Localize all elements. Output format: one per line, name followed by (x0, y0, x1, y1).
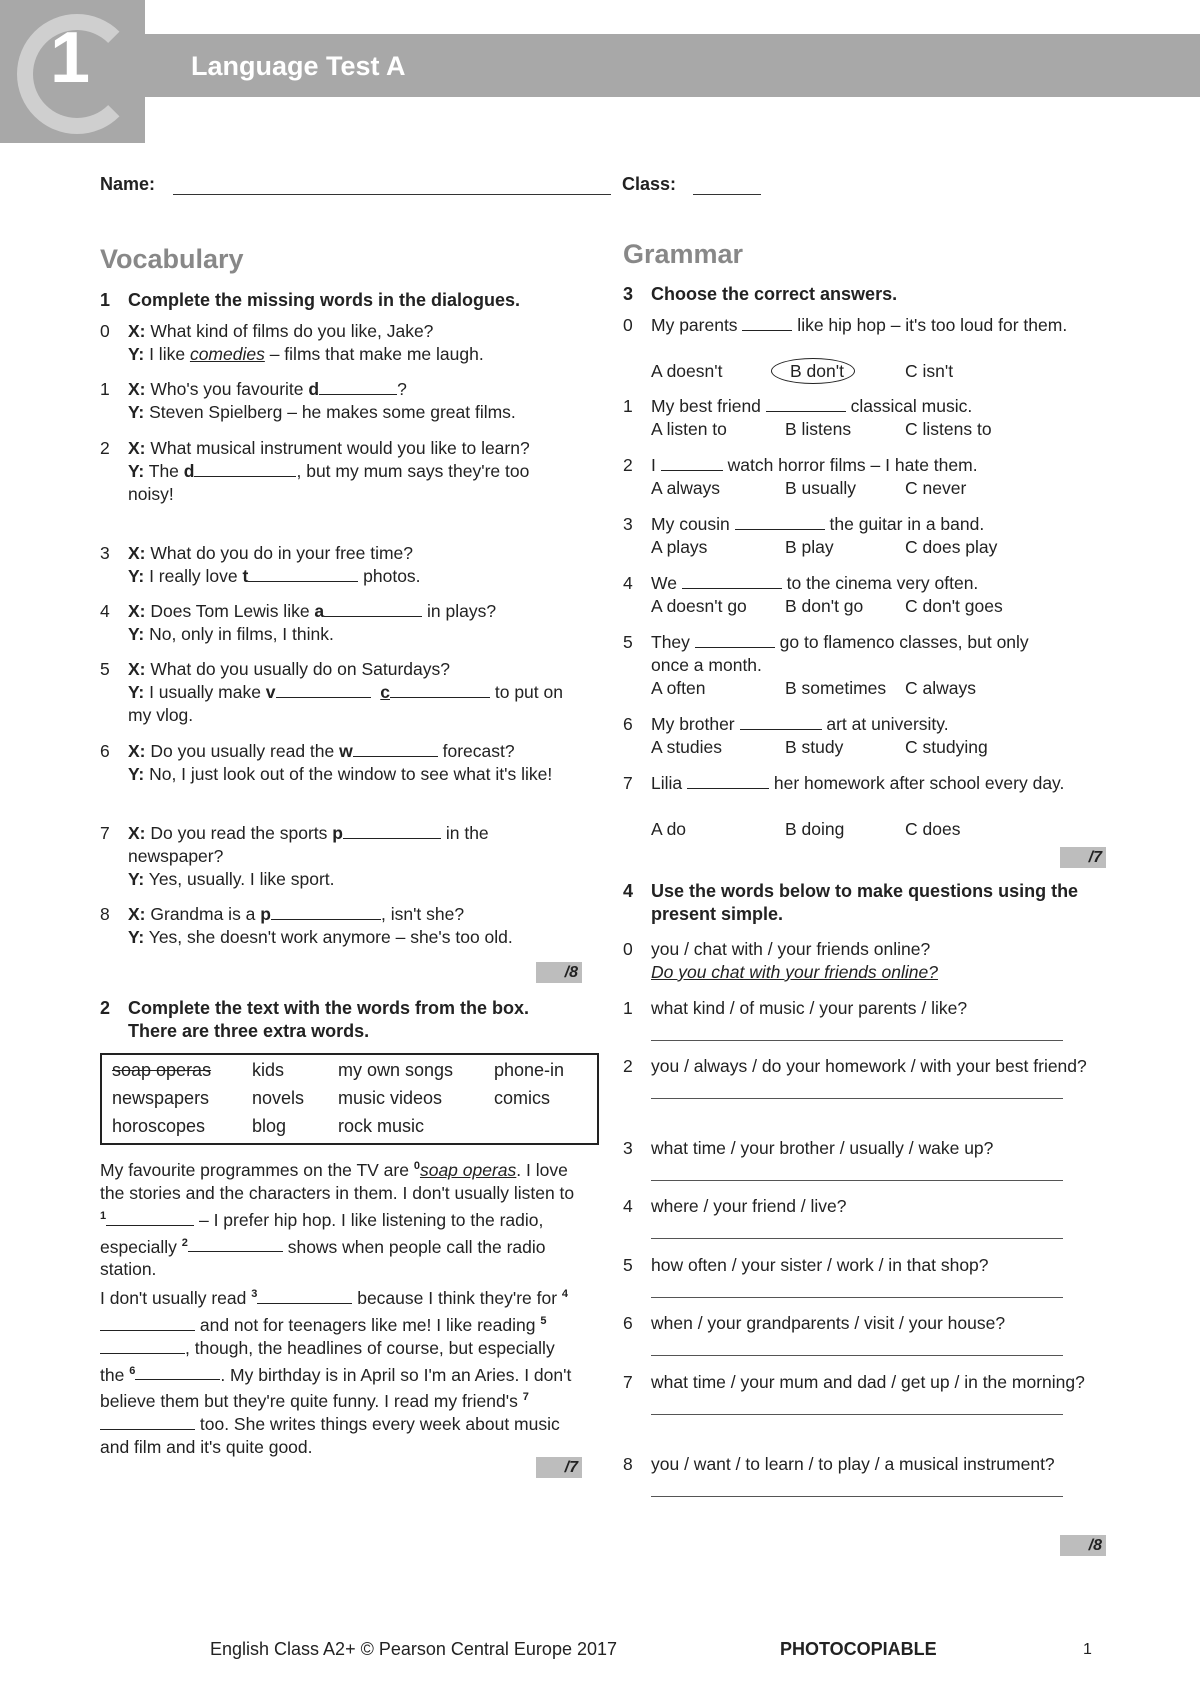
dialogue-x-start: Do you read the sports (150, 823, 333, 843)
task1-score-box: /8 (536, 962, 582, 983)
option-c[interactable]: C always (905, 678, 976, 698)
dialogue-x: What do you do in your free time? (150, 543, 414, 563)
item-number: 1 (623, 396, 633, 416)
option-a[interactable]: A doesn't (651, 361, 723, 381)
task-text: Complete the missing words in the dialogues. (128, 290, 521, 310)
sentence-end: go to flamenco classes, but only once a month. (651, 632, 1029, 675)
task-text: Complete the text with the words from the box. There are three extra words. (128, 998, 530, 1041)
answer-blank[interactable] (661, 454, 723, 471)
word-box (100, 1053, 599, 1145)
example-prompt: you / chat with / your friends online? (651, 939, 931, 959)
example-answer: Do you chat with your friends online? (651, 962, 938, 982)
answer-blank[interactable] (740, 713, 822, 730)
option-a[interactable]: A doesn't go (651, 596, 747, 616)
question-item-2 (623, 1055, 1103, 1124)
item-number: 4 (100, 601, 110, 621)
sentence-end: like hip hop – it's too loud for them. (792, 315, 1068, 335)
para-text: shows when people call the radio station. (100, 1236, 546, 1280)
question-prompt: you / always / do your homework / with your best friend? (651, 1056, 1087, 1076)
grammar-item-5 (623, 631, 1103, 700)
answer-line[interactable] (651, 1238, 1063, 1239)
dialogue-y: Steven Spielberg – he makes some great films. (149, 402, 516, 422)
dialogue-y: Yes, she doesn't work anymore – she's too old. (148, 927, 513, 947)
option-c[interactable]: C listens to (905, 419, 992, 439)
answer-blank[interactable] (742, 314, 792, 331)
option-a[interactable]: A do (651, 819, 687, 839)
sentence-start: My best friend (651, 396, 766, 416)
name-field[interactable] (173, 194, 611, 195)
first-letter-hint: d (308, 379, 320, 399)
example-answer: comedies (189, 344, 265, 364)
question-example (623, 938, 1103, 984)
task2-score-box: /7 (536, 1457, 582, 1478)
question-item-3 (623, 1137, 1103, 1183)
grammar-item-6 (623, 713, 1103, 759)
vocab-item-7: 7 X: Do you read the sports p in the newspaper? Y: Yes, usually. I like sport. (100, 823, 489, 889)
option-c[interactable]: C isn't (905, 361, 954, 381)
item-number: 8 (623, 1454, 633, 1474)
grammar-item-4 (623, 572, 1103, 618)
option-c[interactable]: C never (905, 478, 967, 498)
sentence-start: Lilia (651, 773, 687, 793)
option-c[interactable]: C does play (905, 537, 998, 557)
task-text: Choose the correct answers. (651, 284, 898, 304)
item-number: 5 (100, 659, 110, 679)
text-paragraph-1: My favourite programmes on the TV are $^0$soap operas. I love the stories and the characters in them. I don't usually listen to $^1$ – I prefer hip hop. I like listening to the radio, especially $^2$ shows when people call the radio station. (100, 1159, 575, 1280)
grammar-item-0 (623, 314, 1103, 383)
dialogue-x: What kind of films do you like, Jake? (150, 321, 434, 341)
question-item-8 (623, 1453, 1103, 1522)
word-box-item: novels (252, 1088, 305, 1108)
gap-5[interactable] (100, 1337, 185, 1354)
sentence-end: classical music. (845, 396, 973, 416)
dialogue-x-end: in plays? (422, 601, 497, 621)
sentence-end: her homework after school every day. (769, 773, 1065, 793)
first-letter-hint: p (332, 823, 343, 843)
answer-blank[interactable] (319, 378, 397, 395)
footer-photocopiable: PHOTOCOPIABLE (780, 1639, 937, 1659)
option-a[interactable]: A studies (651, 737, 723, 757)
answer-blank[interactable] (735, 513, 825, 530)
word-box-item: phone-in (494, 1060, 565, 1080)
second-letter-hint: c (380, 682, 390, 702)
word-box-item: horoscopes (112, 1116, 206, 1136)
item-number: 8 (100, 904, 110, 924)
first-letter-hint: t (242, 566, 249, 586)
answer-line[interactable] (651, 1355, 1063, 1356)
dialogue-y-start: I usually make (149, 682, 266, 702)
question-item-1 (623, 997, 1103, 1043)
dialogue-x-start: Does Tom Lewis like (150, 601, 315, 621)
option-a[interactable]: A listen to (651, 419, 727, 439)
question-prompt: what time / your mum and dad / get up / in the morning? (651, 1372, 1085, 1392)
sentence-end: the guitar in a band. (824, 514, 985, 534)
first-letter-hint: p (260, 904, 271, 924)
sentence-start: We (651, 573, 682, 593)
gap-3[interactable] (257, 1287, 352, 1304)
word-box-item: blog (252, 1116, 287, 1136)
grammar-item-3 (623, 513, 1103, 559)
first-letter-hint: w (339, 741, 353, 761)
dialogue-y: Yes, usually. I like sport. (148, 869, 335, 889)
para-text: – I prefer hip hop. I like listening to the radio, especially (100, 1209, 544, 1257)
answer-blank[interactable] (248, 565, 358, 582)
answer-blank[interactable] (682, 572, 782, 589)
dialogue-x-start: Grandma is a (150, 904, 261, 924)
task1-instruction (100, 289, 600, 312)
item-number: 1 (100, 379, 110, 399)
question-item-6 (623, 1312, 1103, 1358)
dialogue-y-end: to put on my vlog. (128, 682, 563, 725)
answer-blank[interactable] (194, 460, 296, 477)
para-text: . My birthday is in April so I'm an Aries. I don't believe them but they're quite funny. I read my friend's (100, 1364, 572, 1412)
answer-blank[interactable] (343, 822, 441, 839)
sentence-end: to the cinema very often. (781, 573, 979, 593)
dialogue-x-end: forecast? (437, 741, 515, 761)
answer-blank[interactable] (271, 903, 381, 920)
sentence-start: My cousin (651, 514, 735, 534)
option-b[interactable]: B sometimes (785, 678, 887, 698)
grammar-heading: Grammar (623, 239, 744, 269)
dialogue-x-start: Do you usually read the (150, 741, 340, 761)
vocab-item-3: 3 X: What do you do in your free time? Y: I really love t photos. (100, 543, 421, 586)
question-prompt: where / your friend / live? (651, 1196, 847, 1216)
answer-line[interactable] (651, 1496, 1063, 1497)
task3-instruction (623, 283, 1103, 306)
para-text: . I love the stories and the characters in them. I don't usually listen to (100, 1159, 575, 1203)
dialogue-x-end: ? (397, 379, 407, 399)
item-number: 0 (100, 321, 110, 341)
item-number: 3 (100, 543, 110, 563)
option-c[interactable]: C studying (905, 737, 988, 757)
first-letter-hint: v (265, 682, 276, 702)
grammar-item-2 (623, 454, 1103, 500)
answer-blank[interactable] (687, 772, 769, 789)
dialogue-y-end: photos. (358, 566, 421, 586)
item-number: 4 (623, 1196, 633, 1216)
task-text: Use the words below to make questions using the present simple. (651, 881, 1079, 924)
gap-4[interactable] (100, 1314, 195, 1331)
vocab-item-2: 2 X: What musical instrument would you like to learn? Y: The d , but my mum says they're too noisy! (100, 438, 530, 504)
answer-line[interactable] (651, 1414, 1063, 1415)
dialogue-y: No, only in films, I think. (149, 624, 334, 644)
answer-blank[interactable] (353, 740, 438, 757)
answer-line[interactable] (651, 1297, 1063, 1298)
word-box-item: soap operas (112, 1060, 212, 1080)
dialogue-y-start: The (148, 461, 184, 481)
sentence-end: watch horror films – I hate them. (722, 455, 978, 475)
item-number: 6 (623, 1313, 633, 1333)
word-box-item: comics (494, 1088, 551, 1108)
item-number: 7 (100, 823, 110, 843)
option-c[interactable]: C don't goes (905, 596, 1003, 616)
para-text: and not for teenagers like me! I like reading (195, 1314, 541, 1335)
task4-score-box: /8 (1060, 1535, 1106, 1556)
example-answer: soap operas (419, 1159, 517, 1180)
answer-blank[interactable] (766, 395, 846, 412)
option-b[interactable]: B play (785, 537, 834, 557)
question-prompt: what time / your brother / usually / wake up? (651, 1138, 994, 1158)
item-number: 2 (100, 438, 110, 458)
dialogue-x-end: in the newspaper? (128, 823, 489, 866)
item-number: 4 (623, 573, 633, 593)
item-number: 2 (623, 455, 633, 475)
sentence-start: My parents (651, 315, 743, 335)
item-number: 6 (100, 741, 110, 761)
word-box-item: rock music (338, 1116, 425, 1136)
question-item-7 (623, 1371, 1103, 1440)
grammar-item-1 (623, 395, 1103, 441)
item-number: 3 (623, 514, 633, 534)
answer-blank-2[interactable] (390, 681, 490, 698)
item-number: 5 (623, 1255, 633, 1275)
item-number: 0 (623, 939, 633, 959)
first-letter-hint: d (183, 461, 195, 481)
item-number: 1 (623, 998, 633, 1018)
question-prompt: you / want / to learn / to play / a musical instrument? (651, 1454, 1055, 1474)
task-number: 1 (100, 290, 111, 310)
dialogue-x: What do you usually do on Saturdays? (150, 659, 451, 679)
option-b[interactable]: B don't go (785, 596, 864, 616)
footer-copyright: English Class A2+ © Pearson Central Europe 2017 (210, 1639, 618, 1659)
option-b-circled[interactable]: B don't (771, 358, 855, 384)
dialogue-x-start: Who's you favourite (150, 379, 309, 399)
unit-number: 1 (49, 18, 91, 98)
item-number: 6 (623, 714, 633, 734)
item-number: 0 (623, 315, 633, 335)
vocab-item-8: 8 X: Grandma is a p , isn't she? Y: Yes, she doesn't work anymore – she's too old. (100, 904, 513, 947)
title-bar (145, 34, 1200, 97)
class-field[interactable] (693, 194, 761, 195)
name-label: Name: (100, 174, 156, 194)
para-text: too. She writes things every week about music and film and it's quite good. (100, 1414, 560, 1458)
answer-blank[interactable] (276, 681, 371, 698)
answer-blank[interactable] (695, 631, 775, 648)
gap-7[interactable] (100, 1413, 195, 1430)
word-box-item: music videos (338, 1088, 443, 1108)
para-text: I don't usually read (100, 1287, 252, 1308)
question-item-4 (623, 1195, 1103, 1241)
option-c[interactable]: C does (905, 819, 961, 839)
page-number: 1 (1083, 1641, 1092, 1658)
sentence-end: art at university. (821, 714, 949, 734)
vocab-item-4: 4 X: Does Tom Lewis like a in plays? Y: No, only in films, I think. (100, 601, 497, 644)
task4-instruction (623, 880, 1103, 926)
gap-2[interactable] (188, 1235, 283, 1252)
item-number: 5 (623, 632, 633, 652)
dialogue-x-end: , isn't she? (380, 904, 465, 924)
question-prompt: how often / your sister / work / in that shop? (651, 1255, 989, 1275)
answer-line[interactable] (651, 1098, 1063, 1099)
sentence-start: My brother (651, 714, 740, 734)
para-text: My favourite programmes on the TV are (100, 1159, 414, 1180)
gap-1[interactable] (106, 1209, 194, 1226)
answer-line[interactable] (651, 1040, 1063, 1041)
dialogue-y: No, I just look out of the window to see what it's like! (149, 764, 553, 784)
vocab-item-1: 1 X: Who's you favourite d ? Y: Steven Spielberg – he makes some great films. (100, 379, 516, 422)
word-box-item: newspapers (112, 1088, 210, 1108)
para-text: because I think they're for (352, 1287, 562, 1308)
answer-line[interactable] (651, 1180, 1063, 1181)
dialogue-y-start: I really love (149, 566, 243, 586)
word-box-item: my own songs (338, 1060, 454, 1080)
sentence-start: I (651, 455, 661, 475)
option-a[interactable]: A always (651, 478, 721, 498)
option-a[interactable]: A plays (651, 537, 708, 557)
question-prompt: what kind / of music / your parents / like? (651, 998, 968, 1018)
class-label: Class: (622, 174, 677, 194)
dialogue-y-start: I like (149, 344, 190, 364)
task-number: 2 (100, 998, 111, 1018)
vocab-item-5: 5 X: What do you usually do on Saturdays? Y: I usually make v c to put on my vlog. (100, 659, 563, 725)
page-title: Language Test A (191, 51, 406, 81)
dialogue-y-end: – films that make me laugh. (264, 344, 484, 364)
task3-score-box: /7 (1060, 847, 1106, 868)
task-number: 3 (623, 284, 634, 304)
item-number: 7 (623, 773, 633, 793)
unit-badge (0, 0, 145, 143)
word-box-item: kids (252, 1060, 285, 1080)
option-b[interactable]: B usually (785, 478, 857, 498)
dialogue-y-end: , but my mum says they're too noisy! (128, 461, 530, 504)
task2-instruction (100, 997, 600, 1043)
question-prompt: when / your grandparents / visit / your house? (651, 1313, 1006, 1333)
text-paragraph-2: I don't usually read $^3$ because I think they're for $^4$ and not for teenagers like me! I like reading $^5$, though, the headlines of course, but especially the $^6$ . My birthday is in April so I'm an Aries. I don't believe them but they're quite funny. I read my friend's $^7$ too. She writes things every week about music and film and it's quite good. (100, 1287, 572, 1458)
vocab-item-0: 0 X: What kind of films do you like, Jake? Y: I like comedies – films that make me laugh. (100, 321, 484, 364)
para-text: , though, the headlines of course, but especially the (100, 1337, 555, 1385)
question-item-5 (623, 1254, 1103, 1300)
dialogue-x: What musical instrument would you like to learn? (150, 438, 530, 458)
vocabulary-heading: Vocabulary (100, 244, 244, 274)
answer-blank[interactable] (324, 600, 422, 617)
vocab-item-6: 6 X: Do you usually read the w forecast? Y: No, I just look out of the window to see what it's like! (100, 741, 553, 784)
item-number: 7 (623, 1372, 633, 1392)
item-number: 3 (623, 1138, 633, 1158)
gap-6[interactable] (135, 1363, 220, 1380)
option-b[interactable]: B doing (785, 819, 845, 839)
first-letter-hint: a (314, 601, 325, 621)
sentence-start: They (651, 632, 695, 652)
task-number: 4 (623, 881, 634, 901)
item-number: 2 (623, 1056, 633, 1076)
option-b[interactable]: B listens (785, 419, 852, 439)
option-a[interactable]: A often (651, 678, 706, 698)
option-b[interactable]: B study (785, 737, 844, 757)
grammar-item-7 (623, 772, 1103, 841)
